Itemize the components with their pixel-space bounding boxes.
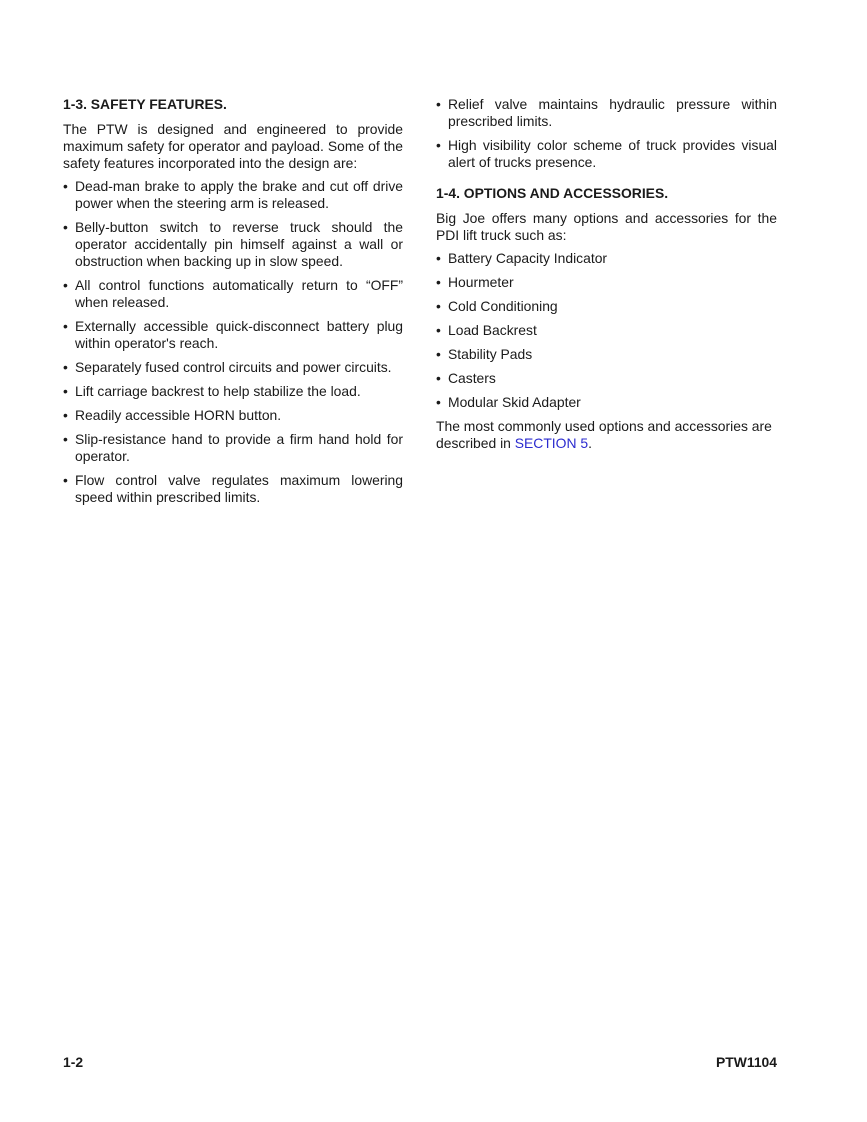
- list-item: • Flow control valve regulates maximum lowering speed within prescribed limits.: [63, 472, 403, 506]
- list-item: • Casters: [436, 370, 777, 387]
- section-1-3-intro: The PTW is designed and engineered to provide maximum safety for operator and payload. Some of the safety features incorporated into the design are:: [63, 121, 403, 171]
- left-column: [63, 96, 403, 513]
- section-5-link[interactable]: SECTION 5: [514, 435, 589, 451]
- safety-features-list-continued: [436, 96, 777, 171]
- list-item: • Belly-button switch to reverse truck should the operator accidentally pin himself against a wall or obstruction when backing up in slow speed.: [63, 219, 403, 270]
- list-item: • Hourmeter: [436, 274, 777, 291]
- list-item: • Stability Pads: [436, 346, 777, 363]
- closing-period: .: [588, 435, 592, 451]
- options-list: [436, 250, 777, 411]
- list-item: • Relief valve maintains hydraulic pressure within prescribed limits.: [436, 96, 777, 130]
- list-item: • Slip-resistance hand to provide a firm hand hold for operator.: [63, 431, 403, 465]
- list-item: • Load Backrest: [436, 322, 777, 339]
- section-1-4-closing: [436, 418, 777, 452]
- document-id: PTW1104: [716, 1054, 777, 1070]
- list-item: • All control functions automatically return to “OFF” when released.: [63, 277, 403, 311]
- list-item: • Externally accessible quick-disconnect battery plug within operator's reach.: [63, 318, 403, 352]
- page-number: 1-2: [63, 1054, 84, 1070]
- list-item: • Lift carriage backrest to help stabilize the load.: [63, 383, 403, 400]
- list-item: • Battery Capacity Indicator: [436, 250, 777, 267]
- section-1-4-heading: 1-4. OPTIONS AND ACCESSORIES.: [436, 185, 669, 201]
- list-item: • Modular Skid Adapter: [436, 394, 777, 411]
- right-column: [436, 96, 777, 458]
- section-1-3-heading: 1-3. SAFETY FEATURES.: [63, 96, 227, 112]
- section-1-4-intro: Big Joe offers many options and accessories for the PDI lift truck such as:: [436, 210, 777, 243]
- safety-features-list: [63, 178, 403, 506]
- list-item: • Dead-man brake to apply the brake and cut off drive power when the steering arm is released.: [63, 178, 403, 212]
- list-item: • Cold Conditioning: [436, 298, 777, 315]
- list-item: • Readily accessible HORN button.: [63, 407, 403, 424]
- list-item: • Separately fused control circuits and power circuits.: [63, 359, 403, 376]
- list-item: • High visibility color scheme of truck provides visual alert of trucks presence.: [436, 137, 777, 171]
- closing-text: The most commonly used options and accessories are described in: [436, 418, 772, 451]
